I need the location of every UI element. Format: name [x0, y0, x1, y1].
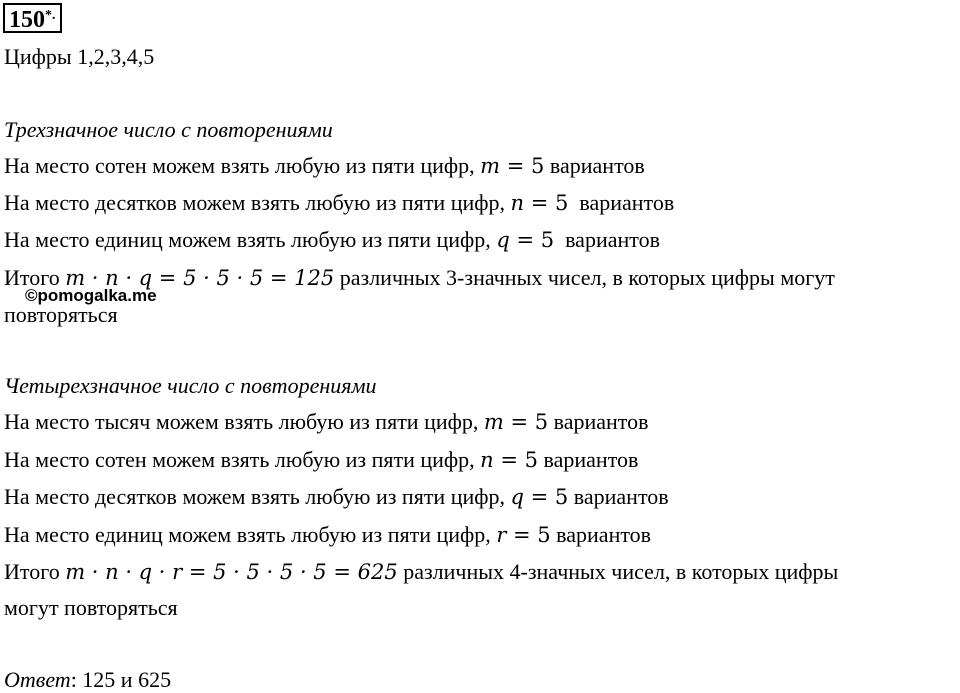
total-formula: m · n · q = 5 · 5 · 5 = 125 [65, 266, 335, 290]
total-prefix: Итого [4, 265, 66, 290]
section3-line-1 [4, 153, 645, 179]
answer-label: Ответ [4, 667, 71, 692]
line-suffix: вариантов [568, 190, 675, 215]
total-formula: m · n · q · r = 5 · 5 · 5 · 5 = 625 [65, 560, 398, 584]
line-text: На место сотен можем взять любую из пяти цифр, [4, 447, 481, 472]
math-expr [511, 191, 569, 215]
math-var: r [496, 523, 507, 547]
math-expr [496, 523, 550, 547]
total-prefix: Итого [4, 559, 66, 584]
line-text: На место сотен можем взять любую из пяти цифр, [4, 153, 481, 178]
line-suffix: вариантов [568, 484, 669, 509]
watermark: ©pomogalka.me [25, 286, 157, 305]
math-expr [484, 410, 548, 434]
problem-mark: *. [45, 8, 56, 23]
math-eq: = 5 [503, 410, 549, 434]
math-eq: = 5 [523, 485, 569, 509]
math-eq: = 5 [500, 154, 545, 178]
section4-total [4, 559, 838, 585]
digits-line: Цифры 1,2,3,4,5 [4, 44, 155, 69]
math-var: n [510, 191, 525, 215]
math-expr [480, 448, 538, 472]
math-var: q [496, 228, 510, 252]
line-text: На место тысяч можем взять любую из пяти цифр, [4, 409, 484, 434]
line-suffix: вариантов [550, 522, 652, 547]
section3-heading: Трехзначное число с повторениями [4, 117, 333, 142]
section4-heading: Четырехзначное число с повторениями [4, 373, 377, 398]
section4-line-2 [4, 447, 638, 473]
section4-line-4 [4, 522, 651, 548]
section3-line-2 [4, 190, 674, 216]
problem-number-box [3, 3, 62, 33]
total-suffix: различных 4-значных чисел, в которых цифры [397, 559, 839, 584]
problem-number: 150 [9, 7, 45, 33]
math-var: n [480, 448, 494, 472]
math-expr [496, 228, 554, 252]
answer-text: : 125 и 625 [70, 667, 172, 692]
line-text: На место единиц можем взять любую из пяти цифр, [4, 522, 497, 547]
total-suffix: различных 3-значных чисел, в которых цифры могут [334, 265, 835, 290]
math-eq: = 5 [506, 523, 551, 547]
line-text: На место десятков можем взять любую из пяти цифр, [4, 484, 511, 509]
section4-line-1 [4, 409, 649, 435]
math-eq: = 5 [493, 448, 539, 472]
section4-line-3 [4, 484, 669, 510]
answer-line [4, 667, 171, 693]
line-text: На место единиц можем взять любую из пяти цифр, [4, 227, 497, 252]
line-suffix: вариантов [554, 227, 660, 252]
line-suffix: вариантов [544, 153, 645, 178]
line-suffix: вариантов [538, 447, 639, 472]
math-var: m [480, 154, 501, 178]
section3-total-cont: повторяться [4, 302, 118, 327]
math-expr [511, 485, 569, 509]
math-var: q [510, 485, 524, 509]
line-text: На место десятков можем взять любую из пяти цифр, [4, 190, 511, 215]
math-expr [480, 154, 544, 178]
section3-line-3 [4, 227, 660, 253]
math-var: m [483, 410, 504, 434]
line-suffix: вариантов [548, 409, 649, 434]
math-eq: = 5 [524, 191, 569, 215]
math-eq: = 5 [509, 228, 555, 252]
section4-total-cont: могут повторяться [4, 595, 178, 620]
